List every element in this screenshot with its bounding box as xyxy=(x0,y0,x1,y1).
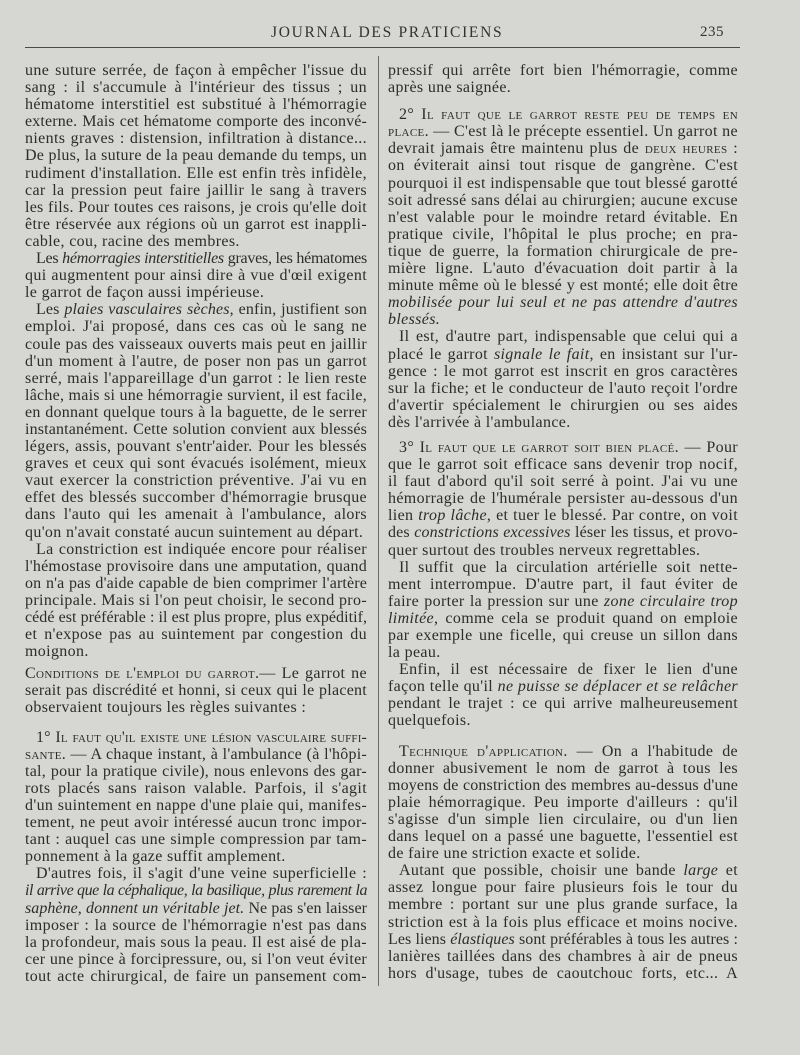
text-run: graves et ceux qui sont évacués isolément, mieux xyxy=(25,455,367,473)
text-run: tout acte chirurgical, de faire un pansement com- xyxy=(25,967,367,985)
text-line xyxy=(25,592,367,609)
text-run: le garrot de façon aussi impérieuse. xyxy=(25,284,265,302)
text-run: serré, mais l'appareillage d'un garrot : le lien reste xyxy=(25,369,367,387)
text-line xyxy=(25,900,367,917)
text-run: 2° xyxy=(399,106,422,124)
text-line xyxy=(25,336,367,353)
text-run: La constriction est indiquée encore pour réaliser xyxy=(36,540,367,558)
page-number: 235 xyxy=(700,24,724,40)
text-run: sang : il s'accumule à l'intérieur des tissus ; un xyxy=(25,79,367,97)
text-run: , en insistant sur l'ur- xyxy=(589,345,739,363)
text-run: mière ligne. L'auto d'évacuation doit partir à la xyxy=(388,260,738,278)
text-line xyxy=(25,353,367,370)
text-run: — A chaque instant, à l'ambulance (à l'hôpi- xyxy=(65,745,367,763)
italic-run: il arrive que la céphalique, la basilique, plus rarement la xyxy=(25,882,367,900)
paragraph xyxy=(388,661,738,729)
text-line xyxy=(388,473,738,490)
text-line xyxy=(25,233,367,250)
text-run: sur la fiche; et le conducteur de l'auto reçoit l'ordre xyxy=(388,379,738,397)
text-line xyxy=(25,541,367,558)
text-line xyxy=(25,472,367,489)
text-run: pendant le trajet : ce qui arrive malheureusement xyxy=(388,695,738,713)
text-run: car la pression peut faire jaillir le sang à travers xyxy=(25,181,367,199)
text-run: on éviterait ainsi tout risque de gangrène. C'est xyxy=(388,157,738,175)
text-run: rots placés sans raison valable. Parfois, il s'agit xyxy=(25,779,367,797)
text-line xyxy=(25,284,367,301)
text-line xyxy=(388,140,738,157)
text-run: dans lequel on a passé une baguette, l'essentiel est xyxy=(388,828,738,846)
text-line xyxy=(388,328,738,345)
text-line xyxy=(25,814,367,831)
text-line xyxy=(388,397,738,414)
text-line xyxy=(388,106,738,123)
small-caps-run: Technique d'application. xyxy=(399,742,568,760)
text-run: gence : le mot garrot est inscrit en gros caractères xyxy=(388,362,738,380)
text-line xyxy=(25,575,367,592)
text-line xyxy=(25,848,367,865)
column-divider xyxy=(378,56,379,986)
text-line xyxy=(25,763,367,780)
text-run: cédé est préférable : il est plus propre, plus expéditif, xyxy=(25,609,367,626)
text-line xyxy=(388,948,738,965)
text-run: on n'a pas d'aide capable de bien comprimer l'artère xyxy=(25,574,367,592)
text-run: en donnant quelque tours à la baguette, de le serrer xyxy=(25,403,367,421)
text-run: 1° xyxy=(36,728,56,746)
italic-run: limitée xyxy=(388,609,434,627)
text-run: serait pas discrédité et honni, si ceux qui le placent xyxy=(25,682,367,700)
text-run: graves, les hématomes xyxy=(223,250,367,268)
text-line xyxy=(388,226,738,243)
text-run: effet des blessés succomber d'hémorragie brusque xyxy=(25,489,367,507)
text-line xyxy=(388,380,738,397)
text-line xyxy=(25,665,367,682)
text-line xyxy=(388,346,738,363)
text-run: Les xyxy=(36,250,63,268)
paragraph xyxy=(388,559,738,662)
text-run: cer une pince à forcipressure, ou, si l'on veut éviter xyxy=(25,950,367,968)
text-run: D'autres fois, il s'agit d'une veine superficielle : xyxy=(36,865,367,883)
text-run: pourquoi il est indispensable que tout blessé garotté xyxy=(388,174,738,192)
text-line xyxy=(388,743,738,760)
text-line xyxy=(388,862,738,879)
text-line xyxy=(25,917,367,934)
text-run: , enfin, justifient son xyxy=(229,301,367,319)
text-run: et n'expose pas au suintement par congestion du xyxy=(25,626,367,644)
text-run: une suture serrée, de façon à empêcher l'issue du xyxy=(25,62,367,79)
italic-run: mobilisée pour lui seul et ne pas attendre d'autres xyxy=(388,294,738,312)
text-run: Enfin, il est nécessaire de fixer le lien d'une xyxy=(399,661,738,679)
text-run: la profondeur, mais sous la peau. Il est aisé de pla- xyxy=(25,933,367,951)
text-run: lanières taillées dans des chambres à air de pneus xyxy=(388,947,738,965)
text-run: qui augmentent pour ainsi dire à vue d'œil exigent xyxy=(25,267,367,285)
text-line xyxy=(25,318,367,335)
text-line xyxy=(25,250,367,267)
text-run: la peau. xyxy=(388,644,441,662)
paragraph xyxy=(388,328,738,431)
text-run: donner abusivement le nom de garrot à tous les xyxy=(388,759,738,777)
text-line xyxy=(25,182,367,199)
text-line xyxy=(388,192,738,209)
text-run: tement, ne peut avoir intéressé aucun tronc impor- xyxy=(25,814,367,832)
text-line xyxy=(388,507,738,524)
small-caps-run: Il faut que le garrot reste peu de temps en xyxy=(421,106,738,124)
text-line xyxy=(25,165,367,182)
text-line xyxy=(388,79,738,96)
text-line xyxy=(25,609,367,626)
text-line xyxy=(25,147,367,164)
text-run: 3° xyxy=(399,438,420,456)
text-run: et xyxy=(718,862,738,880)
text-line xyxy=(25,968,367,985)
paragraph xyxy=(25,541,367,661)
paragraph xyxy=(25,865,367,985)
italic-run: blessés. xyxy=(388,311,441,329)
text-line xyxy=(25,682,367,699)
text-line xyxy=(388,277,738,294)
text-line xyxy=(388,559,738,576)
text-run: membre : portant sur une plus grande surface, la xyxy=(388,896,738,914)
italic-run: plaies vasculaires sèches xyxy=(64,301,230,319)
text-line xyxy=(388,879,738,896)
text-line xyxy=(25,79,367,96)
text-line xyxy=(388,777,738,794)
text-run: n'est valable pour le moindre retard évitable. En xyxy=(388,208,738,226)
text-run: emploi. J'ai proposé, dans ces cas où le sang ne xyxy=(25,318,367,336)
small-caps-run: Il faut qu'il existe une lésion vasculaire suffi- xyxy=(55,728,367,746)
text-line xyxy=(25,699,367,716)
text-run: l'hémostase provisoire dans une amputation, quand xyxy=(25,557,367,575)
text-run: plaie hémorragique. Peu importe d'ailleurs : qu'il xyxy=(388,793,738,811)
paragraph xyxy=(25,665,367,716)
text-line xyxy=(25,506,367,523)
italic-run: constrictions excessives xyxy=(414,524,571,542)
text-run: par exemple une ficelle, qui creuse un sillon dans xyxy=(388,627,738,644)
text-run: De plus, la suture de la peau demande du temps, un xyxy=(25,147,367,165)
text-run: il faut d'abord qu'il soit serré à point. J'ai vu une xyxy=(388,473,738,491)
small-caps-run: sante. xyxy=(25,745,66,763)
text-run: être réservée aux régions où un garrot est inappli- xyxy=(25,215,367,233)
text-run: , et tuer le blessé. Par contre, on voit xyxy=(486,507,738,525)
column-left xyxy=(25,62,367,985)
italic-run: saphène, donnent un véritable jet. xyxy=(25,899,245,917)
text-run: assez longue pour faire plusieurs fois le tour du xyxy=(388,879,738,897)
text-run: principale. Mais si l'on peut choisir, le second pro- xyxy=(25,591,367,609)
header-rule xyxy=(25,47,740,48)
text-line xyxy=(388,490,738,507)
text-run: légers, assis, pouvant s'entr'aider. Pour les blessés xyxy=(25,438,367,456)
text-line xyxy=(25,626,367,643)
italic-run: ne puisse se déplacer et se relâcher xyxy=(497,678,738,696)
italic-run: zone circulaire trop xyxy=(603,592,739,610)
text-line xyxy=(25,113,367,130)
text-line xyxy=(388,593,738,610)
text-run: coule pas des vaisseaux ouverts mais peut en jaillir xyxy=(25,335,367,353)
italic-run: élastiques xyxy=(450,930,515,948)
text-line xyxy=(25,455,367,472)
text-run: d'un moment à l'autre, de poser non pas un garrot xyxy=(25,352,367,370)
text-run: dès l'arrivée à l'ambulance. xyxy=(388,413,571,431)
text-line xyxy=(388,62,738,79)
text-line xyxy=(388,123,738,140)
text-line xyxy=(25,934,367,951)
text-run: Il suffit que la circulation artérielle soit nette- xyxy=(399,558,738,576)
paragraph xyxy=(388,439,738,559)
text-run: soit adressé sans délai au chirurgien; aucune excuse xyxy=(388,191,738,209)
text-line xyxy=(25,130,367,147)
text-line xyxy=(25,882,367,899)
text-run: quelquefois. xyxy=(388,712,471,730)
text-line xyxy=(25,199,367,216)
text-line xyxy=(388,456,738,473)
text-run: placé le garrot xyxy=(388,345,494,363)
text-line xyxy=(388,294,738,311)
text-line xyxy=(388,439,738,456)
text-line xyxy=(388,965,738,982)
paragraph xyxy=(25,729,367,866)
text-line xyxy=(388,931,738,948)
text-run: de faire une striction exacte et solide. xyxy=(388,845,641,863)
text-line xyxy=(25,489,367,506)
text-line xyxy=(25,643,367,660)
text-run: : xyxy=(727,140,738,158)
text-run: — C'est là le précepte essentiel. Un garrot ne xyxy=(428,123,738,141)
paragraph xyxy=(388,862,738,982)
small-caps-run: place. xyxy=(388,123,429,141)
text-run: qu'on n'avait constaté aucun suintement au départ. xyxy=(25,523,364,541)
text-line xyxy=(388,260,738,277)
text-run: des xyxy=(388,524,415,542)
text-run: hors d'usage, tubes de caoutchouc forts, etc... A xyxy=(388,964,738,982)
text-run: nients graves : distension, infiltration à distance... xyxy=(25,130,367,148)
text-run: moignon. xyxy=(25,643,89,661)
text-run: — Pour xyxy=(679,438,738,456)
italic-run: trop lâche xyxy=(418,507,487,525)
text-line xyxy=(388,311,738,328)
text-run: sont préférables à tous les autres : xyxy=(514,930,738,948)
text-run: façon telle qu'il xyxy=(388,678,498,696)
text-run: striction est à la fois plus efficace et moins nocive. xyxy=(388,913,738,931)
italic-run: hémorragies interstitielles xyxy=(62,250,224,268)
text-run: Il est, d'autre part, indispensable que celui qui a xyxy=(399,328,738,346)
text-line xyxy=(25,216,367,233)
text-run: externe. Mais cet hématome comporte des inconvé- xyxy=(25,113,367,131)
text-line xyxy=(388,914,738,931)
text-run: après une saignée. xyxy=(388,79,512,97)
text-run: tique de guerre, la formation chirurgicale de pre- xyxy=(388,242,738,260)
text-run: d'avertir spécialement le chirurgien ou ses aides xyxy=(388,396,738,414)
text-line xyxy=(25,370,367,387)
text-line xyxy=(25,438,367,455)
text-run: ponnement à la gaze suffit amplement. xyxy=(25,848,286,866)
small-caps-run: deux heures xyxy=(644,140,728,158)
text-run: Ne pas s'en laisser xyxy=(244,899,367,917)
text-line xyxy=(25,797,367,814)
text-line xyxy=(388,794,738,811)
text-line xyxy=(388,209,738,226)
text-run: lien xyxy=(388,507,419,525)
text-run: ment interrompue. D'autre part, il faut éviter de xyxy=(388,575,738,593)
text-line xyxy=(388,414,738,431)
text-run: s'agisse d'un simple lien circulaire, ou d'un lien xyxy=(388,810,738,828)
text-line xyxy=(25,421,367,438)
paragraph xyxy=(388,743,738,863)
column-right xyxy=(388,62,738,982)
text-line xyxy=(25,96,367,113)
paragraph xyxy=(388,106,738,328)
text-run: dans l'auto qui les amenait à l'ambulance, alors xyxy=(25,506,367,524)
text-run: , comme cela se produit quand on emploie xyxy=(434,609,738,627)
text-line xyxy=(25,831,367,848)
text-run: cable, cou, racine des membres. xyxy=(25,232,240,250)
text-run: hémorragie de l'humérale persister au-dessous d'un xyxy=(388,490,738,508)
text-run: rudiment d'installation. Elle est enfin très infidèle, xyxy=(25,164,367,182)
text-run: — On a l'habitude de xyxy=(567,742,739,760)
paragraph xyxy=(25,301,367,540)
text-line xyxy=(388,828,738,845)
italic-run: signale le fait xyxy=(493,345,590,363)
text-run: — Le garrot ne xyxy=(259,665,367,683)
text-run: Autant que possible, choisir une bande xyxy=(399,862,684,880)
text-line xyxy=(25,524,367,541)
text-line xyxy=(388,524,738,541)
text-line xyxy=(25,746,367,763)
text-run: observaient toujours les règles suivantes : xyxy=(25,699,307,717)
text-line xyxy=(25,267,367,284)
text-run: quer surtout des troubles nerveux regrettables. xyxy=(388,541,701,559)
text-line xyxy=(388,896,738,913)
text-line xyxy=(388,363,738,380)
paragraph xyxy=(25,250,367,301)
text-run: devrait jamais être maintenu plus de xyxy=(388,140,645,158)
text-line xyxy=(25,404,367,421)
text-run: instantanément. Cette solution convient aux blessés xyxy=(25,420,367,438)
text-line xyxy=(25,729,367,746)
text-run: hématome interstitiel est substitué à l'hémorragie xyxy=(25,96,367,114)
text-run: imposer : la source de l'hémorragie n'est pas dans xyxy=(25,916,367,934)
text-run: les fils. Pour toutes ces raisons, je crois qu'elle doit xyxy=(25,198,367,216)
text-run: minute même où le blessé y est monté; elle doit être xyxy=(388,277,738,295)
text-run: tal, pour la pratique civile), nous enlevons des gar- xyxy=(25,762,367,780)
journal-title: JOURNAL DES PRATICIENS xyxy=(271,24,504,41)
text-line xyxy=(388,576,738,593)
text-run: pratique civile, l'hôpital le plus proche; en pra- xyxy=(388,225,738,243)
text-line xyxy=(388,610,738,627)
text-line xyxy=(388,157,738,174)
text-line xyxy=(388,175,738,192)
text-line xyxy=(388,712,738,729)
paragraph xyxy=(388,62,738,96)
text-line xyxy=(388,845,738,862)
text-run: pressif qui arrête fort bien l'hémorragie, comme xyxy=(388,62,738,79)
text-run: lâche, mais si une hémorragie survient, il est facile, xyxy=(25,386,367,404)
text-line xyxy=(388,811,738,828)
text-run: faire porter la pression sur une xyxy=(388,592,604,610)
text-line xyxy=(388,542,738,559)
text-run: tant : auquel cas une simple compression par tam- xyxy=(25,831,367,849)
text-run: moyens de constriction des membres au-dessus d'une xyxy=(388,776,738,794)
text-line xyxy=(388,627,738,644)
italic-run: large xyxy=(683,862,719,880)
text-line xyxy=(25,780,367,797)
text-line xyxy=(25,865,367,882)
text-run: Les xyxy=(36,301,65,319)
paragraph xyxy=(25,62,367,250)
small-caps-run: Conditions de l'emploi du garrot. xyxy=(25,665,260,683)
small-caps-run: Il faut que le garrot soit bien placé. xyxy=(419,438,680,456)
text-line xyxy=(388,678,738,695)
text-line xyxy=(388,760,738,777)
text-line xyxy=(25,558,367,575)
text-run: léser les tissus, et provo- xyxy=(570,524,739,542)
text-line xyxy=(25,301,367,318)
text-line xyxy=(388,243,738,260)
text-run: que le garrot soit efficace sans devenir trop nocif, xyxy=(388,456,738,474)
text-line xyxy=(388,661,738,678)
text-run: vaut exercer la constriction préventive. J'ai vu en xyxy=(25,472,367,490)
text-line xyxy=(25,951,367,968)
text-line xyxy=(388,695,738,712)
text-line xyxy=(25,62,367,79)
text-run: Les liens xyxy=(388,930,451,948)
text-line xyxy=(388,644,738,661)
text-line xyxy=(25,387,367,404)
text-run: d'un suintement en nappe d'une plaie qui, manifes- xyxy=(25,796,367,814)
